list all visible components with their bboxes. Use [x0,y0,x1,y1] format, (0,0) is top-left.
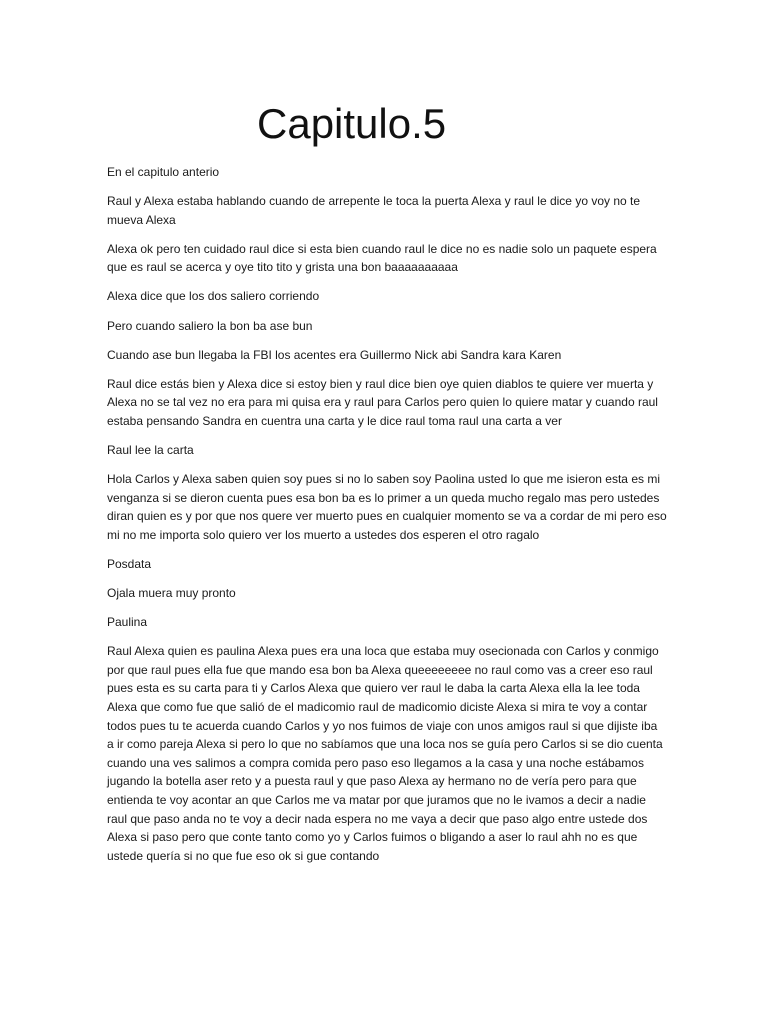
paragraph: Raul Alexa quien es paulina Alexa pues era una loca que estaba muy osecionada con Carlos y conmigo por que raul pues ella fue que mando esa bon ba Alexa queeeeeeee no raul como vas a creer eso raul pues esta es su carta para ti y Carlos Alexa que quiero ver raul le daba la carta Alexa ella la lee toda Alexa que como fue que salió de el madicomio raul de madicomio diciste Alexa si mira te voy a contar todos pues tu te acuerda cuando Carlos y yo nos fuimos de viaje con unos amigos raul si que dijiste iba a ir como pareja Alexa si pero lo que no sabíamos que una loca nos se guía pero Carlos si se dio cuenta cuando una ves salimos a compra comida pero paso eso llegamos a la casa y una noche estábamos jugando la botella aser reto y a puesta raul y que paso Alexa ay hermano no de vería pero para que entienda te voy acontar an que Carlos me va matar por que juramos que no le ivamos a decir a nadie raul que paso anda no te voy a decir nada espera no me vaya a decir que paso algo entre ustede dos Alexa si paso pero que conte tanto como yo y Carlos fuimos o bligando a aser lo raul ahh no es que ustede quería si no que fue eso ok si gue contando [107,644,663,863]
page-title: Capitulo.5 [257,100,447,147]
paragraph: Raul y Alexa estaba hablando cuando de arrepente le toca la puerta Alexa y raul le dice yo voy no te mueva Alexa [107,194,641,227]
paragraph: Cuando ase bun llegaba la FBI los acentes era Guillermo Nick abi Sandra kara Karen [107,347,562,362]
letter-paragraph: Hola Carlos y Alexa saben quien soy pues si no lo saben soy Paolina usted lo que me isieron esta es mi venganza si se dieron cuenta pues esa bon ba es lo primer a un queda mucho regalo mas pero ustedes diran quien es y por que nos quere ver muerto pues en cualquier momento se va a cordar de mi pero eso mi no me importa solo quiero ver los muerto a ustedes dos esperen el otro ragalo [107,472,667,542]
paragraph: Raul dice estás bien y Alexa dice si estoy bien y raul dice bien oye quien diablos te quiere ver muerta y Alexa no se tal vez no era para mi quisa era y raul para Carlos pero quien lo quiere matar y cuando raul estaba pensando Sandra en cuentra una carta y le dice raul toma raul una carta a ver [107,376,658,428]
paragraph: En el capitulo anterio [107,165,220,179]
letter-postscript-label: Posdata [107,557,152,571]
paragraph: Raul lee la carta [107,443,194,458]
paragraph: Pero cuando saliero la bon ba ase bun [107,318,313,333]
document-body [107,163,667,876]
paragraph: Alexa dice que los dos saliero corriendo [107,289,320,304]
letter-postscript: Ojala muera muy pronto [107,586,236,601]
letter-signature: Paulina [107,615,148,630]
paragraph: Alexa ok pero ten cuidado raul dice si esta bien cuando raul le dice no es nadie solo un paquete espera que es raul se acerca y oye tito tito y grista una bon baaaaaaaaaa [107,241,657,275]
